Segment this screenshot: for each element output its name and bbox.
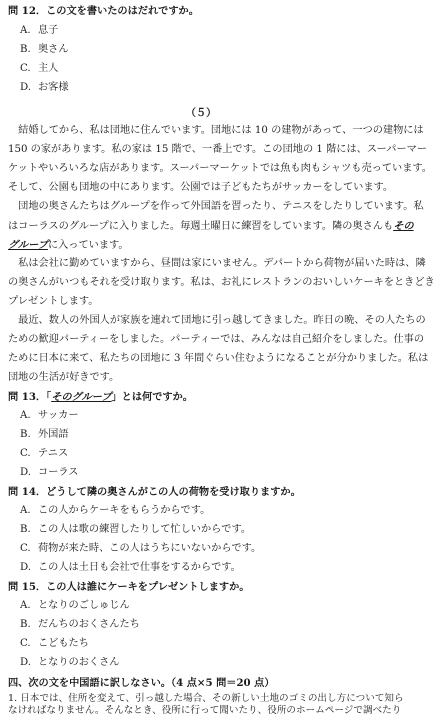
q13-option-b: [20, 430, 396, 440]
passage-line: そして、公園も団地の中にあります。公園では子どもたちがサッカーをしています。: [8, 182, 394, 193]
passage-line: プレゼントします。: [8, 296, 99, 307]
passage-line: 団地の生活が好きです。: [8, 372, 120, 383]
option-letter: B.: [20, 44, 31, 55]
q15-option-c: [20, 639, 396, 649]
option-letter: B.: [20, 524, 31, 535]
option-text: となりのごしゅじん: [38, 600, 130, 611]
option-letter: A.: [20, 410, 31, 421]
passage-text: に入っています。: [47, 240, 129, 251]
option-text: となりのおくさん: [38, 657, 120, 668]
option-letter: C.: [20, 543, 31, 554]
question-12: 問 12．この文を書いたのはだれですか。: [8, 5, 199, 17]
option-letter: C.: [20, 638, 31, 649]
option-letter: D.: [20, 82, 32, 93]
option-letter: A.: [20, 600, 31, 611]
option-letter: D.: [20, 657, 32, 668]
q12-option-b: [20, 45, 396, 55]
option-text: テニス: [38, 448, 69, 459]
underlined-text-continued: グループ: [8, 239, 48, 251]
option-text: お客様: [38, 82, 69, 93]
option-letter: D.: [20, 562, 32, 573]
passage-line: ケットやいろいろな店があります。スーパーマーケットでは魚も肉もシャツも売っています。: [8, 163, 432, 174]
passage-line: 団地の奥さんたちはグループを作って外国語を習ったり、テニスをしたりしています。私: [8, 201, 424, 212]
option-text: 奥さん: [38, 44, 69, 55]
q14-option-b: [20, 525, 396, 535]
option-letter: A.: [20, 505, 31, 516]
question-14: 問 14．どうして隣の奥さんがこの人の荷物を受け取りますか。: [8, 486, 301, 498]
option-text: 息子: [38, 25, 59, 36]
q15-option-a: [20, 601, 396, 611]
q13-option-c: [20, 449, 396, 459]
q13-option-a: [20, 411, 396, 421]
option-text: 外国語: [38, 429, 69, 440]
q14-option-d: [20, 563, 396, 573]
option-text: この人は歌の練習したりして忙しいからです。: [38, 524, 252, 535]
passage-line: ために日本に来て、私たちの団地に 3 年間ぐらい住むようになることが分かりました。私は: [8, 353, 429, 364]
q12-option-a: [20, 26, 396, 36]
q14-option-a: [20, 506, 396, 516]
question-suffix: 」とは何ですか。: [111, 391, 193, 403]
question-15: 問 15．この人は誰にケーキをプレゼントしますか。: [8, 581, 250, 593]
question-13: [8, 392, 396, 402]
passage-line: の奥さんがいつもそれを受け取ります。私は、お礼にレストランのおいしいケーキをときどき: [8, 277, 435, 288]
option-letter: B.: [20, 429, 31, 440]
option-letter: A.: [20, 25, 31, 36]
option-text: この人からケーキをもらうからです。: [38, 505, 211, 516]
option-text: だんちのおくさんたち: [38, 619, 140, 630]
passage-line: 150 の家があります。私の家は 15 階で、一番上です。この団地の 1 階には、スーパーマー: [8, 144, 427, 155]
passage-heading: （５）: [185, 107, 217, 119]
option-letter: C.: [20, 63, 31, 74]
option-letter: C.: [20, 448, 31, 459]
q15-option-b: [20, 620, 396, 630]
passage-line-with-underline: [8, 220, 414, 232]
option-text: 荷物が来た時、この人はうちにいないからです。: [38, 543, 262, 554]
section-4-line: 1. 日本では、住所を変えて、引っ越した場合、その新しい土地のゴミの出し方について知ら: [8, 693, 404, 704]
option-text: こどもたち: [38, 638, 89, 649]
passage-line: 最近、数人の外国人が家族を連れて団地に引っ越してきました。昨日の晩、その人たちの: [8, 315, 426, 326]
q14-option-c: [20, 544, 396, 554]
section-4-heading: 四、次の文を中国語に訳しなさい。（4 点×5 問＝20 点）: [8, 677, 275, 689]
option-letter: D.: [20, 467, 32, 478]
option-letter: B.: [20, 619, 31, 630]
q15-option-d: [20, 658, 396, 668]
passage-line: 結婚してから、私は団地に住んでいます。団地には 10 の建物があって、一つの建物には: [8, 125, 424, 136]
option-text: サッカー: [38, 410, 79, 421]
option-text: コーラス: [38, 467, 79, 478]
passage-text: はコーラスのグループに入りました。毎週土曜日に練習をしています。隣の奥さんも: [8, 221, 394, 232]
q12-option-c: [20, 64, 396, 74]
option-text: 主人: [38, 63, 59, 74]
passage-line: [8, 240, 396, 251]
question-underlined: そのグループ: [51, 391, 112, 403]
passage-line: ための歓迎パーティーをしました。パーティーでは、みんなは自己紹介をしました。仕事の: [8, 334, 425, 345]
option-text: この人は土日も会社で仕事をするからです。: [38, 562, 241, 573]
section-4-line: なければなりません。そんなとき、役所に行って聞いたり、役所のホームページで調べたり: [8, 705, 402, 716]
question-prefix: 問 13．「: [8, 391, 52, 403]
q12-option-d: [20, 83, 396, 93]
underlined-text: その: [393, 220, 414, 232]
passage-line: 私は会社に勤めていますから、昼間は家にいません。デパートから荷物が届いた時は、隣: [8, 258, 426, 269]
q13-option-d: [20, 468, 396, 478]
